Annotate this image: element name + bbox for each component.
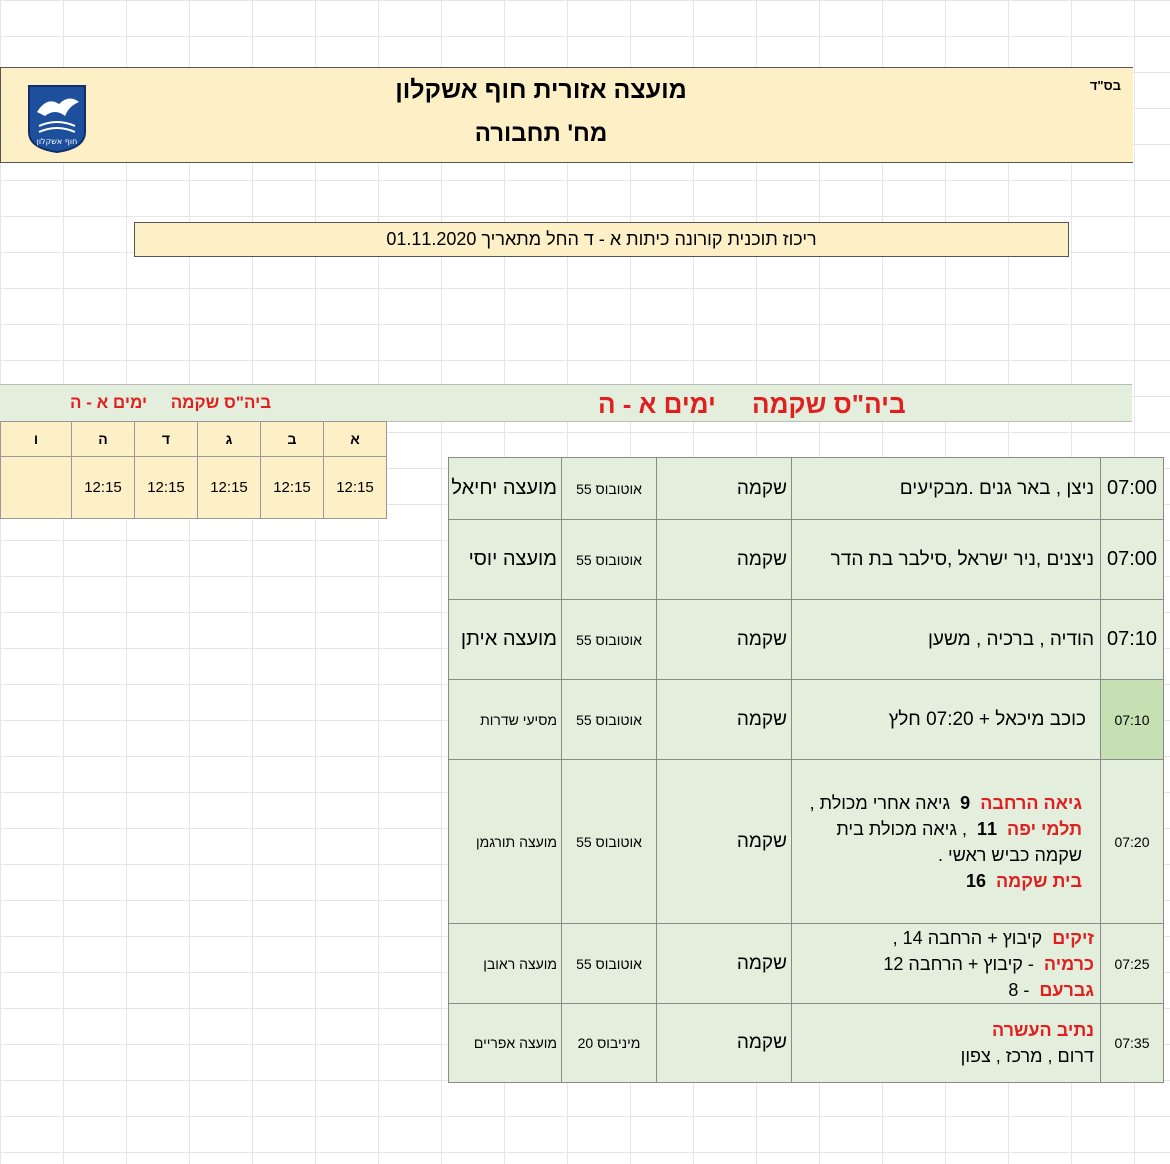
council-contact: מועצה יוסי [449,520,562,600]
day-time [1,457,72,519]
destination: שקמה [657,924,792,1004]
table-row [449,924,1164,1004]
bus-number: אוטובוס 55 [562,924,657,1004]
route-stop-highlight: תלמי יפה [1007,818,1082,839]
route-stop-highlight: זיקים [1052,927,1094,948]
bus-number: אוטובוס 55 [562,680,657,760]
destination: שקמה [657,1004,792,1083]
council-title: מועצה אזורית חוף אשקלון [395,76,687,104]
destination: שקמה [657,760,792,924]
table-row [449,680,1164,760]
route-stop-text: גיאה אחרי מכולת , [809,792,951,813]
day-header: ד [135,422,198,457]
departure-time: 07:25 [1101,924,1164,1004]
route-stops [792,924,1101,1004]
route-stops [792,1004,1101,1083]
route-stops: כוכב מיכאל + 07:20 חלץ [792,680,1101,760]
bsd-mark: בס"ד [1089,78,1121,93]
council-contact: מסיעי שדרות [449,680,562,760]
bus-number: אוטובוס 55 [562,520,657,600]
table-row [449,520,1164,600]
departure-time: 07:20 [1101,760,1164,924]
bus-number: אוטובוס 55 [562,760,657,924]
header-band [0,67,1133,163]
route-stop-highlight: כרמיה [1043,953,1094,974]
destination: שקמה [657,680,792,760]
destination: שקמה [657,458,792,520]
table-row [449,760,1164,924]
route-stops: הודיה , ברכיה , משען [792,600,1101,680]
route-stops: ניצנים ,ניר ישראל ,סילבר בת הדר [792,520,1101,600]
council-contact: מועצה איתן [449,600,562,680]
departure-time: 07:10 [1101,600,1164,680]
plan-notice: ריכוז תוכנית קורונה כיתות א - ד החל מתאריך 01.11.2020 [134,222,1069,257]
return-times-table [0,421,387,519]
day-header: ב [261,422,324,457]
route-stop-highlight: גיאה הרחבה [980,792,1082,813]
school-band [0,384,1132,422]
table-row [449,458,1164,520]
bus-schedule-table [448,457,1164,1083]
route-stop-text: קיבוץ + הרחבה 14 , [892,927,1043,948]
council-contact: מועצה אפריים [449,1004,562,1083]
route-stops [792,760,1101,924]
bus-number: אוטובוס 55 [562,600,657,680]
day-header: ו [1,422,72,457]
route-stop-highlight: בית שקמה [995,870,1082,891]
day-header: ג [198,422,261,457]
route-stop-text: דרום , מרכז , צפון [960,1046,1094,1066]
day-time: 12:15 [72,457,135,519]
route-stops: ניצן , באר גנים .מבקיעים [792,458,1101,520]
route-stop-count: 9 [960,792,971,813]
table-row [449,600,1164,680]
band-label-left: ביה"ס שקמה ימים א - ה [70,393,272,412]
band-label-right: ביה"ס שקמה ימים א - ה [598,389,906,419]
bus-number: אוטובוס 55 [562,458,657,520]
council-logo-icon [25,82,89,154]
day-header: א [324,422,387,457]
department-title: מח' תחבורה [474,120,608,147]
day-time: 12:15 [198,457,261,519]
route-stop-text: - 8 [1008,979,1030,1000]
route-stop-text: - קיבוץ + הרחבה 12 [883,953,1034,974]
route-stop-highlight: גברעם [1039,979,1094,1000]
svg-text:חוף אשקלון: חוף אשקלון [36,137,78,146]
day-time: 12:15 [135,457,198,519]
council-contact: מועצה יחיאל [449,458,562,520]
route-stop-highlight: נתיב העשרה [991,1020,1094,1040]
day-header: ה [72,422,135,457]
bus-number: מיניבוס 20 [562,1004,657,1083]
route-stop-count: 16 [965,870,986,891]
day-time: 12:15 [261,457,324,519]
council-contact: מועצה תורגמן [449,760,562,924]
route-stop-text: , גיאה מכולת בית שקמה כביש ראשי . [836,818,1082,865]
day-time: 12:15 [324,457,387,519]
destination: שקמה [657,520,792,600]
departure-time: 07:00 [1101,458,1164,520]
departure-time: 07:35 [1101,1004,1164,1083]
route-stop-count: 11 [976,818,998,839]
departure-time: 07:10 [1101,680,1164,760]
destination: שקמה [657,600,792,680]
council-contact: מועצה ראובן [449,924,562,1004]
departure-time: 07:00 [1101,520,1164,600]
table-row [449,1004,1164,1083]
